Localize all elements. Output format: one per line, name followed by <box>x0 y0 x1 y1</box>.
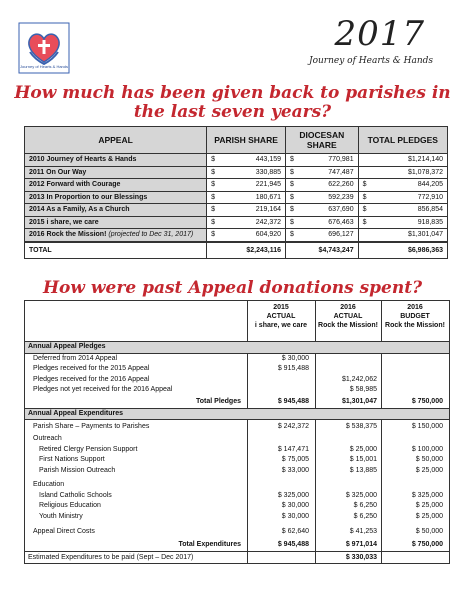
appeal-summary-table <box>24 126 448 259</box>
line-item: Pledges received for the 2016 Appeal $1,242,062 <box>33 375 377 383</box>
outreach-label: Outreach <box>33 435 62 442</box>
table-row <box>25 216 448 229</box>
parish-share: $ 180,671 <box>207 191 286 204</box>
diocesan-share: $ 770,981 <box>286 154 359 167</box>
total-parish-share: $2,243,116 <box>207 242 286 259</box>
table-row <box>25 166 448 179</box>
year-title: 2017 <box>334 14 425 54</box>
appeal-name: 2011 On Our Way <box>25 166 207 179</box>
diocesan-share: $ 696,127 <box>286 229 359 242</box>
parish-share: $ 604,920 <box>207 229 286 242</box>
table-row <box>25 204 448 217</box>
direct-costs-row: Appeal Direct Costs $ 62,640 $ 41,253 $ 50,000 <box>33 528 443 535</box>
diocesan-share: $ 592,239 <box>286 191 359 204</box>
column-header-appeal: APPEAL <box>25 127 207 154</box>
column-2016-actual: 2016 ACTUAL Rock the Mission! <box>318 304 378 329</box>
tagline: Journey of Hearts & Hands <box>308 56 433 66</box>
total-pledges: $ 844,205 <box>358 179 447 192</box>
appeal-name: 2013 In Proportion to our Blessings <box>25 191 207 204</box>
diocesan-share: $ 676,463 <box>286 216 359 229</box>
column-2015-actual: 2015 ACTUAL i share, we care <box>254 304 308 329</box>
table-row <box>25 229 448 242</box>
line-item: Pledges received for the 2015 Appeal $ 915,488 <box>33 365 309 372</box>
parish-share: $ 443,159 <box>207 154 286 167</box>
diocesan-share: $ 622,260 <box>286 179 359 192</box>
column-2016-budget: 2016 BUDGET Rock the Mission! <box>385 304 445 329</box>
table-row <box>25 179 448 192</box>
estimated-expenditures-row: Estimated Expenditures to be paid (Sept – Dec 2017) $ 330,033 <box>25 551 449 563</box>
parish-share: $ 242,372 <box>207 216 286 229</box>
column-header-total-pledges: TOTAL PLEDGES <box>358 127 447 154</box>
diocesan-share: $ 747,487 <box>286 166 359 179</box>
line-item: Retired Clergy Pension Support $ 147,471 $ 25,000 $ 100,000 <box>39 445 443 453</box>
diocesan-share: $ 637,690 <box>286 204 359 217</box>
total-pledges: $1,301,047 <box>358 229 447 242</box>
line-item: First Nations Support $ 75,005 $ 15,001 $ 50,000 <box>39 456 443 463</box>
line-item: Parish Mission Outreach $ 33,000 $ 13,885 $ 25,000 <box>39 466 443 474</box>
total-pledges: $ 918,835 <box>358 216 447 229</box>
total-pledges: $ 856,854 <box>358 204 447 217</box>
parish-share: $ 330,885 <box>207 166 286 179</box>
table-row <box>25 154 448 167</box>
total-label: TOTAL <box>25 242 207 259</box>
total-expenditures-row: Total Expenditures $ 945,488 $ 971,014 $ 750,000 <box>178 541 443 548</box>
total-pledges-row: Total Pledges $ 945,488 $1,301,047 $ 750,000 <box>196 397 443 405</box>
line-item: Pledges not yet received for the 2016 Appeal $ 58,985 <box>33 386 377 393</box>
appeal-name: 2016 Rock the Mission! (projected to Dec 31, 2017) <box>25 229 207 242</box>
section-expenditures: Annual Appeal Expenditures <box>25 408 449 421</box>
section-pledges: Annual Appeal Pledges <box>25 342 449 354</box>
appeal-name: 2012 Forward with Courage <box>25 179 207 192</box>
appeal-name: 2014 As a Family, As a Church <box>25 204 207 217</box>
spending-table-header <box>25 301 449 342</box>
headline-parishes: How much has been given back to parishes in the last seven years? <box>14 83 451 122</box>
line-item: Deferred from 2014 Appeal $ 30,000 <box>33 354 309 362</box>
appeal-name: 2015 i share, we care <box>25 216 207 229</box>
total-pledges: $6,986,363 <box>358 242 447 259</box>
parish-share: $ 219,164 <box>207 204 286 217</box>
column-header-diocesan-share: DIOCESAN SHARE <box>286 127 359 154</box>
logo-text: Journey of Hearts & Hands <box>19 64 69 69</box>
headline-spending: How were past Appeal donations spent? <box>42 278 423 298</box>
column-header-parish-share: PARISH SHARE <box>207 127 286 154</box>
spending-table <box>24 300 450 564</box>
total-pledges: $ 772,910 <box>358 191 447 204</box>
line-item: Youth Ministry $ 30,000 $ 6,250 $ 25,000 <box>39 512 443 520</box>
total-diocesan-share: $4,743,247 <box>286 242 359 259</box>
table-row <box>25 191 448 204</box>
parish-share: $ 221,945 <box>207 179 286 192</box>
education-label: Education <box>33 481 65 488</box>
total-pledges: $1,078,372 <box>358 166 447 179</box>
appeal-name: 2010 Journey of Hearts & Hands <box>25 154 207 167</box>
parish-share-row: Parish Share – Payments to Parishes $ 242,372 $ 538,375 $ 150,000 <box>33 423 443 430</box>
line-item: Island Catholic Schools $ 325,000 $ 325,000 $ 325,000 <box>39 491 443 499</box>
table-total-row <box>25 242 448 259</box>
total-pledges: $1,214,140 <box>358 154 447 167</box>
line-item: Religious Education $ 30,000 $ 6,250 $ 25,000 <box>39 502 443 509</box>
